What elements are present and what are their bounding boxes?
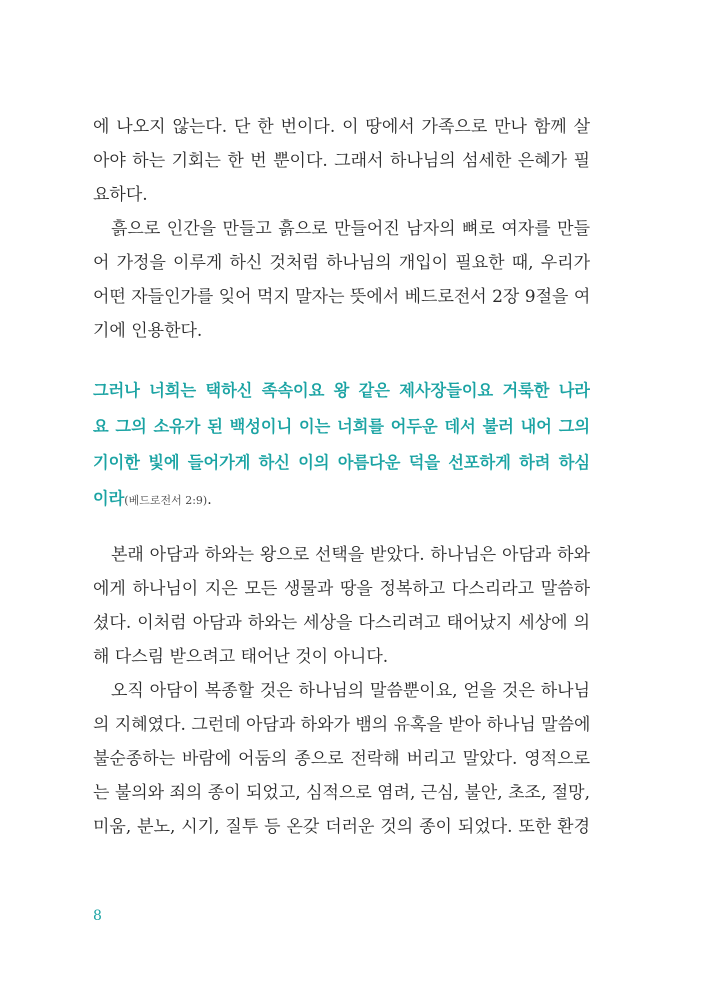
text-line: 어떤 자들인가를 잊어 먹지 말자는 뜻에서 베드로전서 2장 9절을 여: [93, 287, 590, 307]
text-line: 는 불의와 죄의 종이 되었고, 심적으로 염려, 근심, 불안, 초조, 절망,: [93, 783, 590, 803]
quote-line: 그러나 너희는 택하신 족속이요 왕 같은 제사장들이요 거룩한 나라: [93, 381, 590, 400]
paragraph-intro-quote: [93, 212, 590, 348]
text-line: 아야 하는 기회는 한 번 뿐이다. 그래서 하나님의 섬세한 은혜가 필: [93, 151, 590, 171]
quote-line: 기이한 빛에 들어가게 하신 이의 아름다운 덕을 선포하게 하려 하심: [93, 453, 590, 472]
text-line: 셨다. 이처럼 아담과 하와는 세상을 다스리려고 태어났지 세상에 의: [93, 613, 590, 633]
text-line: 오직 아담이 복종할 것은 하나님의 말씀뿐이요, 얻을 것은 하나님: [111, 681, 590, 701]
quote-line: 요 그의 소유가 된 백성이니 이는 너희를 어두운 데서 불러 내어 그의: [93, 417, 590, 436]
scripture-citation: (베드로전서 2:9): [124, 494, 208, 507]
paragraph-continuation: [93, 110, 590, 212]
text-line: 어 가정을 이루게 하신 것처럼 하나님의 개입이 필요한 때, 우리가: [93, 253, 590, 273]
scripture-quote: [93, 373, 590, 517]
paragraph-adam-eve-kings: [93, 538, 590, 674]
text-line: 에 나오지 않는다. 단 한 번이다. 이 땅에서 가족으로 만나 함께 살: [93, 117, 590, 137]
text-line: 흙으로 인간을 만들고 흙으로 만들어진 남자의 뼈로 여자를 만들: [111, 219, 590, 239]
text-line: 에게 하나님이 지은 모든 생물과 땅을 정복하고 다스리라고 말씀하: [93, 579, 590, 599]
text-line: 본래 아담과 하와는 왕으로 선택을 받았다. 하나님은 아담과 하와: [111, 545, 590, 565]
text-line: 의 지혜였다. 그런데 아담과 하와가 뱀의 유혹을 받아 하나님 말씀에: [93, 715, 590, 735]
text-line: 기에 인용한다.: [93, 321, 203, 341]
page-number: 8: [93, 908, 102, 924]
quote-line: [93, 481, 590, 517]
paragraph-obedience: [93, 674, 590, 844]
quote-line-text: 이라: [93, 489, 125, 508]
text-line: 미움, 분노, 시기, 질투 등 온갖 더러운 것의 종이 되었다. 또한 환경: [93, 817, 590, 837]
text-line: 불순종하는 바람에 어둠의 종으로 전락해 버리고 말았다. 영적으로: [93, 749, 590, 769]
text-line: 해 다스림 받으려고 태어난 것이 아니다.: [93, 647, 389, 667]
citation-period: .: [207, 492, 212, 508]
text-line: 요하다.: [93, 185, 148, 205]
